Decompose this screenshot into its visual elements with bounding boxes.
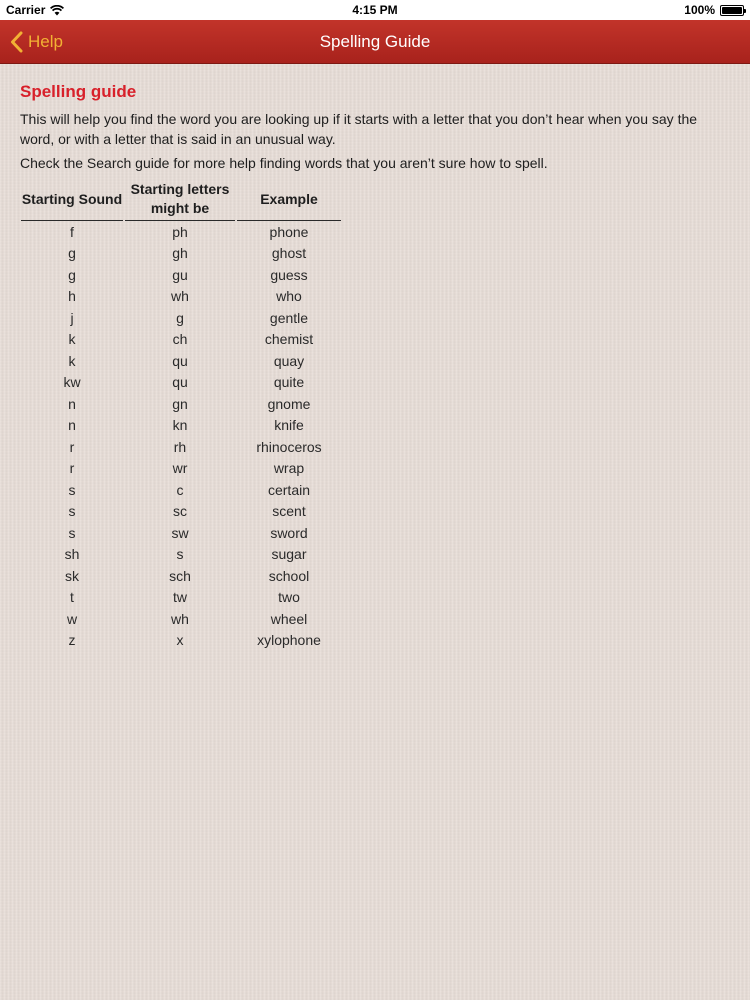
table-row	[21, 286, 341, 308]
table-row	[21, 372, 341, 394]
cell-letters: x	[176, 632, 184, 649]
cell-letters: wh	[171, 288, 189, 305]
table-row	[21, 630, 341, 652]
cell-example: xylophone	[257, 632, 321, 649]
cell-example: chemist	[264, 331, 314, 348]
status-bar	[0, 0, 750, 20]
cell-example: gnome	[267, 395, 311, 412]
cell-sound: kw	[63, 374, 81, 391]
cell-sound: z	[68, 632, 76, 649]
cell-letters: ph	[172, 223, 188, 240]
cell-letters: gn	[172, 395, 188, 412]
cell-letters: wr	[172, 460, 188, 477]
cell-example: who	[276, 288, 302, 305]
cell-sound: h	[68, 288, 76, 305]
table-row	[21, 565, 341, 587]
cell-example: wrap	[273, 460, 305, 477]
table-row	[21, 522, 341, 544]
cell-letters: gu	[172, 266, 188, 283]
carrier-label: Carrier	[6, 3, 46, 17]
battery-percent: 100%	[684, 3, 715, 17]
cell-example: sugar	[271, 546, 307, 563]
table-row	[21, 587, 341, 609]
cell-sound: r	[69, 460, 75, 477]
table-row	[21, 329, 341, 351]
cell-sound: sh	[64, 546, 80, 563]
cell-sound: s	[68, 524, 76, 541]
cell-example: school	[268, 567, 310, 584]
cell-example: gentle	[269, 309, 309, 326]
cell-sound: sk	[65, 567, 79, 584]
cell-sound: k	[68, 331, 76, 348]
table-header-row	[21, 177, 341, 221]
cell-letters: gh	[172, 245, 188, 262]
cell-example: knife	[274, 417, 304, 434]
cell-letters: c	[176, 481, 184, 498]
cell-letters: sch	[169, 567, 191, 584]
table-row	[21, 221, 341, 243]
cell-letters: s	[176, 546, 184, 563]
column-header-starting-sound: Starting Sound	[21, 177, 123, 221]
cell-letters: sw	[171, 524, 189, 541]
cell-letters: kn	[172, 417, 188, 434]
table-row	[21, 393, 341, 415]
cell-example: quite	[273, 374, 305, 391]
table-row	[21, 479, 341, 501]
table-body	[21, 221, 341, 651]
cell-sound: w	[66, 610, 78, 627]
cell-sound: j	[70, 309, 74, 326]
cell-sound: t	[70, 589, 74, 606]
table-row	[21, 243, 341, 265]
cell-sound: k	[68, 352, 76, 369]
status-time: 4:15 PM	[352, 3, 398, 17]
cell-sound: n	[68, 395, 76, 412]
cell-sound: f	[70, 223, 74, 240]
cell-example: certain	[267, 481, 311, 498]
battery-cap	[744, 9, 746, 13]
cell-letters: ch	[172, 331, 188, 348]
battery-fill	[722, 7, 742, 14]
cell-sound: r	[69, 438, 75, 455]
spelling-table	[19, 177, 343, 651]
status-right	[684, 3, 744, 17]
table-row	[21, 458, 341, 480]
cell-sound: n	[68, 417, 76, 434]
table-row	[21, 436, 341, 458]
battery-icon	[720, 5, 744, 16]
cell-example: quay	[273, 352, 305, 369]
cell-example: guess	[270, 266, 308, 283]
column-header-starting-letters: Starting letters might be	[125, 177, 235, 221]
cell-sound: g	[68, 245, 76, 262]
guide-content	[20, 82, 730, 651]
table-row	[21, 264, 341, 286]
cell-sound: s	[68, 481, 76, 498]
cell-example: wheel	[270, 610, 308, 627]
cell-sound: s	[68, 503, 76, 520]
table-row	[21, 415, 341, 437]
chevron-left-icon	[10, 31, 23, 53]
table-row	[21, 307, 341, 329]
column-header-example: Example	[237, 177, 341, 221]
nav-title: Spelling Guide	[319, 32, 431, 51]
table-row	[21, 608, 341, 630]
cell-letters: qu	[172, 374, 188, 391]
back-button[interactable]	[10, 20, 63, 63]
cell-letters: sc	[173, 503, 187, 520]
cell-example: scent	[272, 503, 306, 520]
cell-letters: rh	[173, 438, 187, 455]
cell-letters: wh	[171, 610, 189, 627]
table-row	[21, 350, 341, 372]
intro-text: This will help you find the word you are looking up if it starts with a letter that you don’t hear when you say the word, or with a letter that is said in an unusual way.	[20, 111, 698, 147]
search-tip-text: Check the Search guide for more help finding words that you aren’t sure how to spell.	[20, 155, 548, 171]
cell-example: two	[278, 589, 300, 606]
cell-example: ghost	[271, 245, 307, 262]
cell-example: sword	[270, 524, 308, 541]
navigation-bar	[0, 20, 750, 64]
cell-example: phone	[269, 223, 309, 240]
cell-letters: qu	[172, 352, 188, 369]
page-heading: Spelling guide	[20, 82, 137, 101]
cell-letters: tw	[173, 589, 187, 606]
cell-example: rhinoceros	[256, 438, 322, 455]
table-row	[21, 501, 341, 523]
back-button-label: Help	[28, 31, 63, 51]
cell-letters: g	[176, 309, 184, 326]
table-row	[21, 544, 341, 566]
cell-sound: g	[68, 266, 76, 283]
